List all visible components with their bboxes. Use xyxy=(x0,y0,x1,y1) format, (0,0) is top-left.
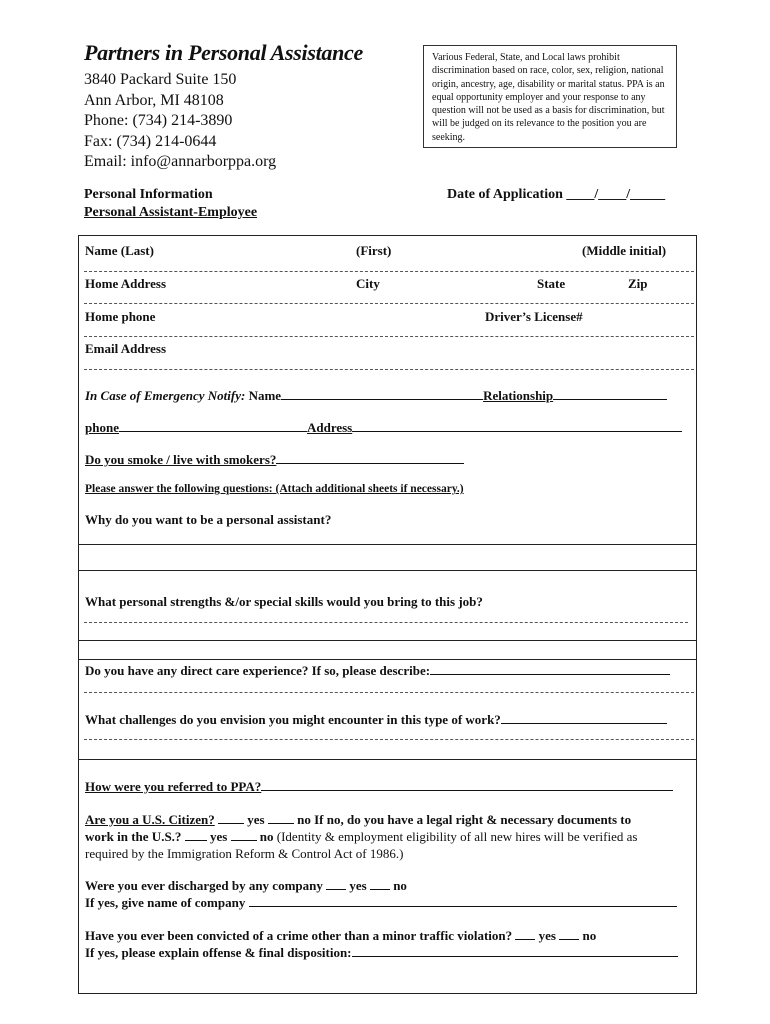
citizen-no-field[interactable] xyxy=(268,811,294,824)
emergency-address-field[interactable] xyxy=(352,419,682,432)
conviction-explain-label: If yes, please explain offense & final disposition: xyxy=(85,945,352,960)
discharged-yes-field[interactable] xyxy=(326,877,346,890)
challenges-answer-field[interactable] xyxy=(501,711,667,724)
position-heading: Personal Assistant-Employee xyxy=(84,205,258,220)
discharged-no-label: no xyxy=(393,878,407,893)
date-field[interactable]: ____/____/_____ xyxy=(566,187,666,202)
emergency-name-label: Name xyxy=(248,388,282,403)
emergency-phone-field[interactable] xyxy=(119,419,307,432)
drivers-license-label: Driver’s License# xyxy=(485,309,583,324)
smoke-question: Do you smoke / live with smokers? xyxy=(85,452,277,467)
referred-row xyxy=(85,778,673,795)
name-first-label: (First) xyxy=(356,243,392,258)
name-last-label: Name (Last) xyxy=(85,243,154,258)
why-question: Why do you want to be a personal assistant? xyxy=(85,512,332,527)
form-left-border xyxy=(78,235,79,994)
name-middle-label: (Middle initial) xyxy=(582,243,667,258)
work-no-label: no xyxy=(259,829,274,844)
email-input-line[interactable] xyxy=(84,369,694,370)
emergency-label: In Case of Emergency Notify: xyxy=(85,388,246,403)
work-question: work in the U.S.? xyxy=(85,829,182,844)
state-label: State xyxy=(537,276,566,291)
challenges-answer-line-1[interactable] xyxy=(84,739,694,740)
work-no-field[interactable] xyxy=(231,828,257,841)
convicted-yes-field[interactable] xyxy=(515,927,535,940)
convicted-yes-label: yes xyxy=(538,928,556,943)
address-line-2: Ann Arbor, MI 48108 xyxy=(84,91,224,109)
referred-question: How were you referred to PPA? xyxy=(85,779,262,794)
convicted-question: Have you ever been convicted of a crime other than a minor traffic violation? xyxy=(85,928,513,943)
citizen-block xyxy=(85,811,637,862)
why-answer-line-1[interactable] xyxy=(78,544,696,545)
form-bottom-border xyxy=(78,993,696,994)
experience-row xyxy=(85,662,670,679)
form-right-border xyxy=(696,235,697,994)
work-yes-label: yes xyxy=(209,829,228,844)
emergency-phone-label: phone xyxy=(85,420,119,435)
name-input-line[interactable] xyxy=(84,271,694,272)
phone-line: Phone: (734) 214-3890 xyxy=(84,112,233,129)
convicted-no-field[interactable] xyxy=(559,927,579,940)
discharged-yes-label: yes xyxy=(349,878,367,893)
organization-title: Partners in Personal Assistance xyxy=(84,40,363,65)
challenges-answer-line-2[interactable] xyxy=(78,759,696,760)
email-line: Email: info@annarborppa.org xyxy=(84,153,277,170)
email-label: Email Address xyxy=(85,341,167,356)
eeo-notice-box: Various Federal, State, and Local laws prohibit discrimination based on race, color, sex, religion, national origin, ancestry, age, disability or marital status. PPA is an equal opportunity employer and your response to any question will not be used as a basis for discrimination, but will be judged on its relevance to the position you are seeking. xyxy=(423,45,677,148)
personal-info-heading: Personal Information xyxy=(84,187,213,202)
fax-line: Fax: (734) 214-0644 xyxy=(84,132,217,150)
citizen-question: Are you a U.S. Citizen? xyxy=(85,812,215,827)
citizen-yes-field[interactable] xyxy=(218,811,244,824)
date-label: Date of Application xyxy=(447,187,563,202)
smoke-row xyxy=(85,451,464,468)
organization-address xyxy=(84,70,276,173)
emergency-phone-row xyxy=(85,419,682,436)
city-label: City xyxy=(356,276,380,291)
phone-input-line[interactable] xyxy=(84,336,694,337)
experience-question: Do you have any direct care experience? If so, please describe: xyxy=(85,663,431,678)
address-input-line[interactable] xyxy=(84,303,694,304)
strengths-answer-line-2[interactable] xyxy=(78,640,696,641)
questions-instructions: Please answer the following questions: (Attach additional sheets if necessary.) xyxy=(85,483,464,495)
convicted-no-label: no xyxy=(582,928,597,943)
citizen-no-label: no xyxy=(297,812,311,827)
convicted-block xyxy=(85,927,678,961)
zip-label: Zip xyxy=(628,276,648,291)
discharged-question: Were you ever discharged by any company xyxy=(85,878,323,893)
discharged-company-field[interactable] xyxy=(249,894,677,907)
work-yes-field[interactable] xyxy=(185,828,207,841)
referred-answer-field[interactable] xyxy=(261,778,673,791)
citizen-legal-right-question: If no, do you have a legal right & necessary documents to xyxy=(314,812,632,827)
emergency-address-label: Address xyxy=(306,420,353,435)
home-address-label: Home Address xyxy=(85,276,167,291)
home-phone-label: Home phone xyxy=(85,309,156,324)
emergency-row xyxy=(85,387,693,404)
discharged-company-label: If yes, give name of company xyxy=(85,895,246,910)
date-of-application xyxy=(447,187,665,203)
relationship-field[interactable] xyxy=(553,387,667,400)
work-eligibility-note-2: required by the Immigration Reform & Control Act of 1986.) xyxy=(85,846,404,861)
challenges-question: What challenges do you envision you might encounter in this type of work? xyxy=(85,712,501,727)
strengths-answer-line-1[interactable] xyxy=(84,622,688,623)
form-top-border xyxy=(78,235,696,236)
conviction-explain-field[interactable] xyxy=(352,944,678,957)
emergency-name-field[interactable] xyxy=(281,387,483,400)
challenges-row xyxy=(85,711,667,728)
strengths-answer-line-3[interactable] xyxy=(78,659,696,660)
experience-answer-field[interactable] xyxy=(430,662,670,675)
discharged-no-field[interactable] xyxy=(370,877,390,890)
address-line-1: 3840 Packard Suite 150 xyxy=(84,71,237,88)
relationship-label: Relationship xyxy=(483,388,554,403)
why-answer-line-2[interactable] xyxy=(78,570,696,571)
smoke-answer-field[interactable] xyxy=(276,451,464,464)
work-eligibility-note: (Identity & employment eligibility of all new hires will be verified as xyxy=(276,829,638,844)
citizen-yes-label: yes xyxy=(247,812,265,827)
strengths-question: What personal strengths &/or special skills would you bring to this job? xyxy=(85,594,483,609)
experience-answer-line[interactable] xyxy=(84,692,694,693)
discharged-block xyxy=(85,877,677,911)
